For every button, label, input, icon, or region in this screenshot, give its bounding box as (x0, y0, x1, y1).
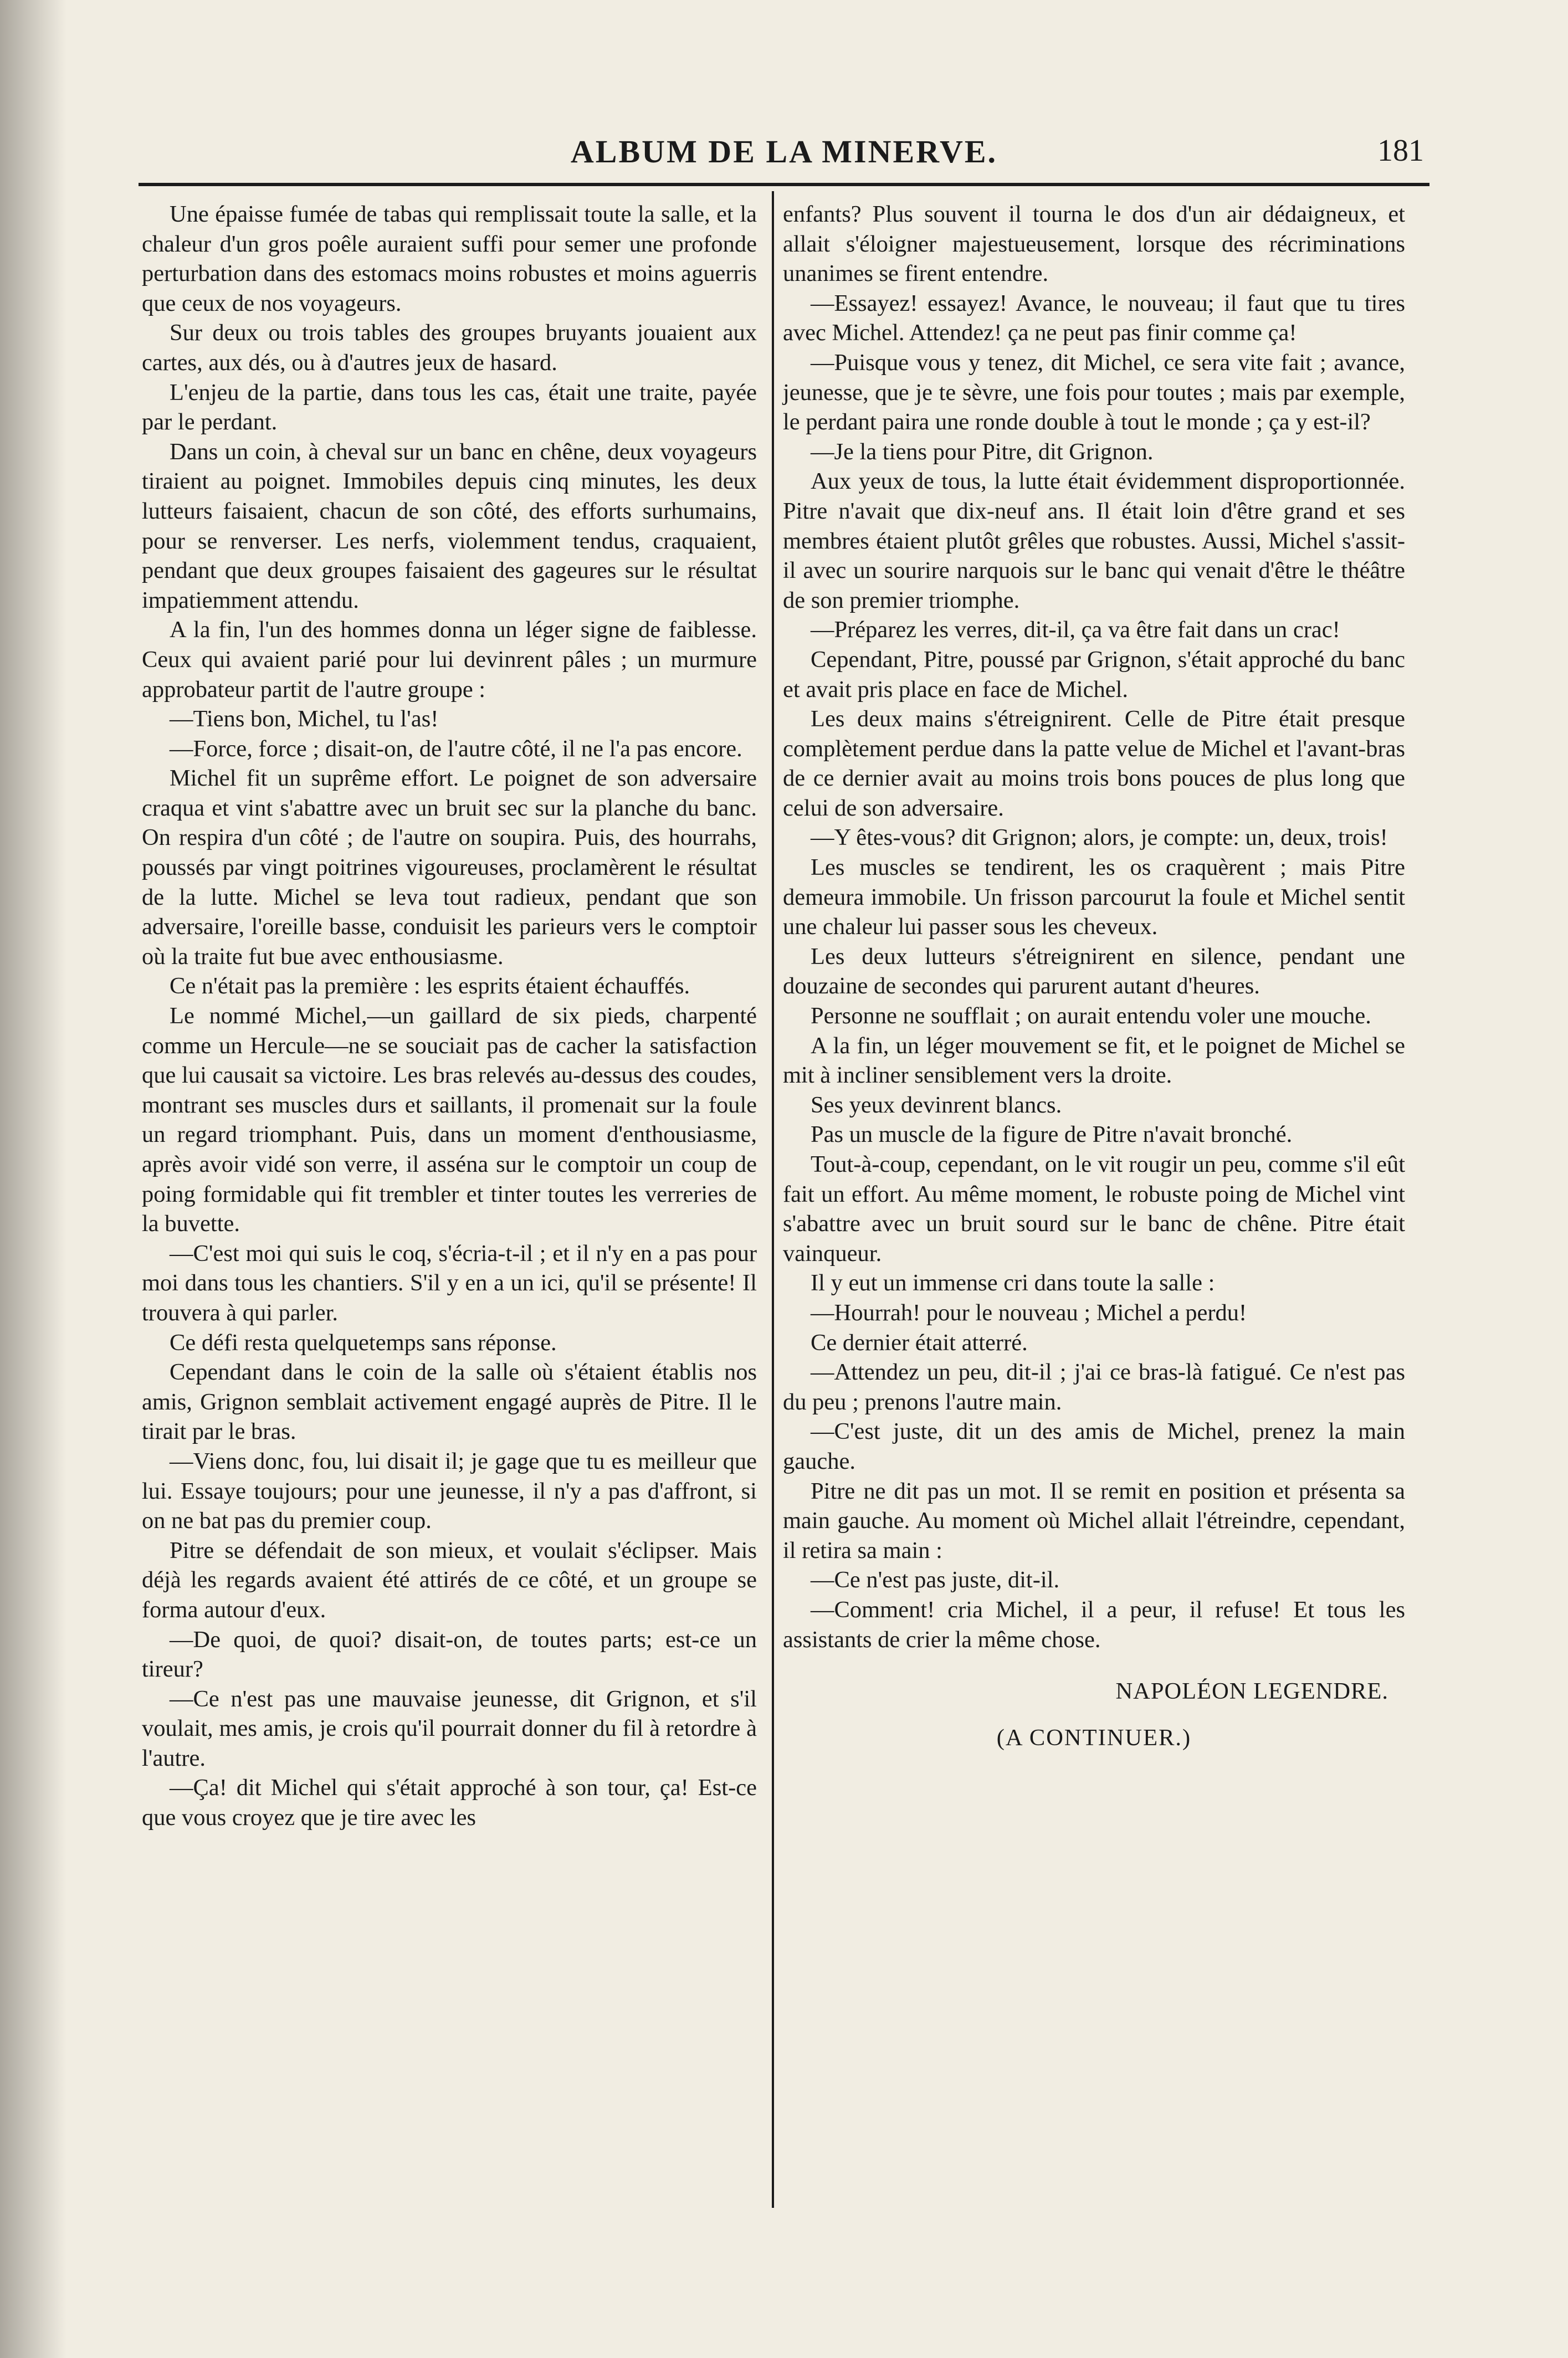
left-column (142, 199, 757, 1833)
paragraph: Aux yeux de tous, la lutte était évidemment disproportionnée. Pitre n'avait que dix-neuf ans. Il était loin d'être grand et ses membres étaient plutôt grêles que robustes. Aussi, Michel s'assit-il avec un sourire narquois sur le banc qui venait d'être le théâtre de son premier triomphe. (783, 468, 1405, 613)
paragraph: L'enjeu de la partie, dans tous les cas, était une traite, payée par le perdant. (142, 379, 757, 435)
paragraph: Ce n'était pas la première : les esprits étaient échauffés. (170, 973, 690, 999)
right-column (783, 199, 1405, 1752)
paragraph: —Ce n'est pas une mauvaise jeunesse, dit Grignon, et s'il voulait, mes amis, je crois qu'il pourrait donner du fil à retordre à l'autre. (142, 1685, 757, 1771)
paragraph: Cependant, Pitre, poussé par Grignon, s'était approché du banc et avait pris place en face de Michel. (783, 646, 1405, 703)
paragraph: Il y eut un immense cri dans toute la salle : (811, 1270, 1215, 1296)
paragraph: —Ça! dit Michel qui s'était approché à son tour, ça! Est-ce que vous croyez que je tire avec les (142, 1775, 757, 1831)
header-rule (139, 183, 1429, 186)
page-edge-shadow (0, 0, 66, 2358)
paragraph: —Hourrah! pour le nouveau ; Michel a perdu! (811, 1299, 1247, 1326)
paragraph: —Comment! cria Michel, il a peur, il refuse! Et tous les assistants de crier la même chose. (783, 1596, 1405, 1653)
paragraph: —Attendez un peu, dit-il ; j'ai ce bras-là fatigué. Ce n'est pas du peu ; prenons l'autre main. (783, 1359, 1405, 1415)
paragraph: Pitre ne dit pas un mot. Il se remit en position et présenta sa main gauche. Au moment où Michel allait l'étreindre, cependant, il retira sa main : (783, 1478, 1405, 1564)
page-number: 181 (1377, 134, 1424, 168)
paragraph: Ce dernier était atterré. (811, 1329, 1028, 1356)
continuation-note: (A CONTINUER.) (996, 1724, 1192, 1751)
paragraph: Les deux lutteurs s'étreignirent en silence, pendant une douzaine de secondes qui parurent autant d'heures. (783, 943, 1405, 999)
paragraph: Les deux mains s'étreignirent. Celle de Pitre était presque complètement perdue dans la patte velue de Michel et l'avant-bras de ce dernier avait au moins trois bons pouces de plus long que celui de son adversaire. (783, 706, 1405, 821)
column-divider (772, 191, 774, 2208)
paragraph: Ce défi resta quelquetemps sans réponse. (170, 1329, 557, 1356)
paragraph: Tout-à-coup, cependant, on le vit rougir un peu, comme s'il eût fait un effort. Au même moment, le robuste poing de Michel vint s'abattre avec un bruit sourd sur le banc de chêne. Pitre était vainqueur. (783, 1151, 1405, 1267)
paragraph: —Je la tiens pour Pitre, dit Grignon. (811, 438, 1154, 465)
paragraph: Ses yeux devinrent blancs. (811, 1091, 1062, 1118)
paragraph: —Préparez les verres, dit-il, ça va être fait dans un crac! (811, 617, 1340, 643)
paragraph: Une épaisse fumée de tabas qui remplissait toute la salle, et la chaleur d'un gros poêle auraient suffi pour semer une profonde perturbation dans des estomacs moins robustes et moins aguerris que ceux de nos voyageurs. (142, 201, 757, 316)
paragraph: —Viens donc, fou, lui disait il; je gage que tu es meilleur que lui. Essaye toujours; pour une jeunesse, il n'y a pas d'affront, si on ne bat pas du premier coup. (142, 1448, 757, 1534)
paragraph: Pitre se défendait de son mieux, et voulait s'éclipser. Mais déjà les regards avaient été attirés de ce côté, et un groupe se forma autour d'eux. (142, 1537, 757, 1623)
paragraph: —Essayez! essayez! Avance, le nouveau; il faut que tu tires avec Michel. Attendez! ça ne peut pas finir comme ça! (783, 290, 1405, 346)
paragraph: —Tiens bon, Michel, tu l'as! (170, 706, 439, 732)
paragraph: —De quoi, de quoi? disait-on, de toutes parts; est-ce un tireur? (142, 1626, 757, 1683)
paragraph: Le nommé Michel,—un gaillard de six pieds, charpenté comme un Hercule—ne se souciait pas de cacher la satisfaction que lui causait sa victoire. Les bras relevés au-dessus des coudes, montrant ses muscles durs et saillants, il promenait sur la foule un regard triomphant. Puis, dans un moment d'enthousiasme, après avoir vidé son verre, il asséna sur le comptoir un coup de poing formidable qui fit trembler et tinter toutes les verreries de la buvette. (142, 1003, 757, 1237)
paragraph: Michel fit un suprême effort. Le poignet de son adversaire craqua et vint s'abattre avec un bruit sec sur la planche du banc. On respira d'un côté ; de l'autre on soupira. Puis, des hourrahs, poussés par vingt poitrines vigoureuses, proclamèrent le résultat de la lutte. Michel se leva tout radieux, pendant que son adversaire, l'oreille basse, conduisit les parieurs vers le comptoir où la traite fut bue avec enthousiasme. (142, 765, 757, 970)
paragraph: —C'est juste, dit un des amis de Michel, prenez la main gauche. (783, 1418, 1405, 1474)
page-header (139, 122, 1429, 188)
paragraph: —Puisque vous y tenez, dit Michel, ce sera vite fait ; avance, jeunesse, que je te sèvre, une fois pour toutes ; mais par exemple, le perdant paira une ronde double à tout le monde ; ça y est-il? (783, 349, 1405, 435)
paragraph: A la fin, l'un des hommes donna un léger signe de faiblesse. Ceux qui avaient parié pour lui devinrent pâles ; un murmure approbateur partit de l'autre groupe : (142, 617, 757, 703)
paragraph: Dans un coin, à cheval sur un banc en chêne, deux voyageurs tiraient au poignet. Immobiles depuis cinq minutes, les deux lutteurs faisaient, chacun de son côté, des efforts surhumains, pour se renverser. Les nerfs, violemment tendus, craquaient, pendant que deux groupes faisaient des gageures sur le résultat impatiemment attendu. (142, 438, 757, 613)
paragraph: Sur deux ou trois tables des groupes bruyants jouaient aux cartes, aux dés, ou à d'autres jeux de hasard. (142, 320, 757, 376)
paragraph: —Ce n'est pas juste, dit-il. (811, 1567, 1060, 1593)
paragraph: —Force, force ; disait-on, de l'autre côté, il ne l'a pas encore. (170, 735, 742, 762)
paragraph: A la fin, un léger mouvement se fit, et le poignet de Michel se mit à incliner sensiblement vers la droite. (783, 1032, 1405, 1089)
paragraph: Pas un muscle de la figure de Pitre n'avait bronché. (811, 1121, 1293, 1148)
paragraph: Cependant dans le coin de la salle où s'étaient établis nos amis, Grignon semblait activement engagé auprès de Pitre. Il le tirait par le bras. (142, 1359, 757, 1445)
paragraph: —C'est moi qui suis le coq, s'écria-t-il ; et il n'y en a pas pour moi dans tous les chantiers. S'il y en a un ici, qu'il se présente! Il trouvera à qui parler. (142, 1240, 757, 1326)
publication-title: ALBUM DE LA MINERVE. (570, 134, 998, 170)
author-signature: NAPOLÉON LEGENDRE. (1115, 1678, 1388, 1705)
paragraph: enfants? Plus souvent il tourna le dos d'un air dédaigneux, et allait s'éloigner majestueusement, lorsque des récriminations unanimes se firent entendre. (783, 201, 1405, 287)
paragraph: —Y êtes-vous? dit Grignon; alors, je compte: un, deux, trois! (811, 824, 1388, 851)
paragraph: Personne ne soufflait ; on aurait entendu voler une mouche. (811, 1003, 1371, 1029)
paragraph: Les muscles se tendirent, les os craquèrent ; mais Pitre demeura immobile. Un frisson parcourut la foule et Michel sentit une chaleur lui passer sous les cheveux. (783, 854, 1405, 940)
